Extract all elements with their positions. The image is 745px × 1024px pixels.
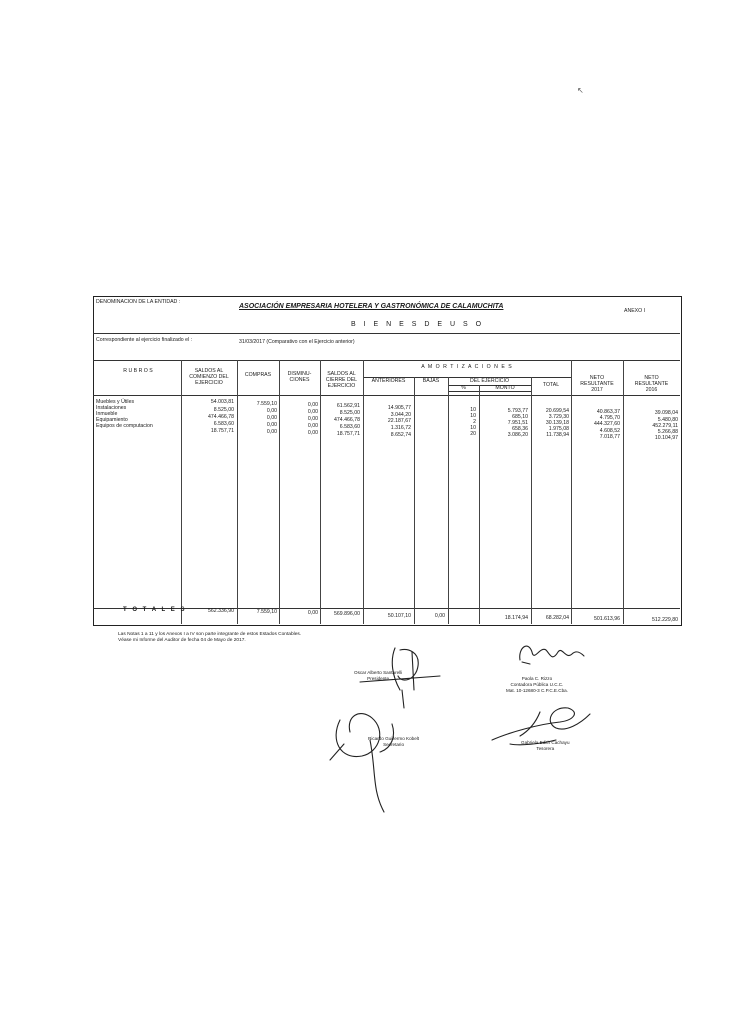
total-compras: 7.559,10 (256, 609, 277, 615)
cell-saldo-cierre: 6.583,60 (339, 424, 360, 430)
signature-block-presidente: Oscar Alberto Santarelli Presidente (354, 670, 403, 681)
cell-saldo-inicio: 18.757,71 (210, 428, 234, 434)
cell-compras: 0,00 (266, 422, 277, 428)
cell-compras: 0,00 (266, 408, 277, 414)
cell-saldo-inicio: 6.583,60 (213, 421, 234, 427)
cell-saldo-inicio: 8.525,00 (213, 407, 234, 413)
cell-total: 3.729,30 (548, 414, 569, 420)
cell-neto-2016: 5.266,88 (657, 429, 678, 435)
cell-monto: 658,36 (512, 426, 528, 432)
cell-total: 30.139,18 (545, 420, 569, 426)
totals-label: T O T A L E S (123, 607, 187, 613)
cell-disminuciones: 0,00 (307, 409, 318, 415)
cell-rubro: Equipos de computacion (96, 423, 153, 429)
header-del-ejercicio: DEL EJERCICIO (469, 378, 509, 384)
cell-neto-2016: 10.104,97 (654, 435, 678, 441)
total-monto: 18.174,94 (504, 615, 528, 621)
header-compras: COMPRAS (244, 372, 272, 378)
header-total: TOTAL (542, 382, 560, 388)
cell-saldo-inicio: 54.003,81 (210, 399, 234, 405)
cell-disminuciones: 0,00 (307, 402, 318, 408)
cell-saldo-cierre: 474.466,78 (334, 417, 360, 423)
entity-label: DENOMINACION DE LA ENTIDAD : (96, 299, 181, 305)
cell-rubro: Equipamiento (96, 417, 128, 423)
header-pct: % (461, 385, 466, 391)
cell-total: 11.738,94 (546, 432, 569, 438)
entity-name: ASOCIACIÓN EMPRESARIA HOTELERA Y GASTRONÓMICA DE CALAMUCHITA (239, 303, 504, 310)
cell-neto-2016: 39.098,04 (654, 410, 678, 416)
cell-pct: 10 (470, 425, 476, 431)
cell-neto-2017: 4.608,52 (599, 428, 620, 434)
cell-monto: 7.951,51 (507, 420, 528, 426)
header-monto: MONTO (495, 385, 515, 391)
total-anteriores: 50.107,10 (387, 613, 411, 619)
cell-anteriores: 1.316,72 (390, 425, 411, 431)
header-neto-2016: NETO RESULTANTE 2016 (634, 375, 669, 393)
period-label: Correspondiente al ejercicio finalizado el : (96, 337, 193, 343)
cell-monto: 5.793,77 (507, 408, 528, 414)
total-neto-2016: 512.229,80 (652, 617, 678, 623)
cell-monto: 3.086,20 (507, 432, 528, 438)
cell-pct: 20 (470, 431, 476, 437)
signature-block-tesorera: Gabriela Edith Cachayu Tesorera (521, 740, 570, 751)
header-saldos-inicio: SALDOS AL COMIENZO DEL EJERCICIO (189, 368, 229, 386)
cell-neto-2017: 7.018,77 (599, 434, 620, 440)
cell-anteriores: 14.905,77 (387, 405, 411, 411)
cell-saldo-cierre: 18.757,71 (336, 431, 360, 437)
total-bajas: 0,00 (434, 613, 445, 619)
cell-disminuciones: 0,00 (307, 416, 318, 422)
cell-disminuciones: 0,00 (307, 423, 318, 429)
stray-mark: ↖ (577, 86, 584, 95)
cell-rubro: Muebles y Útiles (96, 399, 135, 405)
header-rubros: R U B R O S (123, 368, 153, 374)
cell-anteriores: 22.187,67 (387, 418, 411, 424)
signature-contadora-icon (520, 646, 584, 664)
total-saldo-cierre: 569.896,00 (334, 611, 360, 617)
annex-label: ANEXO I (624, 308, 646, 314)
cell-neto-2016: 5.480,80 (657, 417, 678, 423)
header-amortizaciones: A M O R T I Z A C I O N E S (421, 364, 513, 370)
cell-compras: 7.559,10 (256, 401, 277, 407)
cell-pct: 2 (473, 419, 476, 425)
header-neto-2017: NETO RESULTANTE 2017 (580, 375, 614, 393)
document-title: B I E N E S D E U S O (351, 321, 485, 328)
header-saldos-cierre: SALDOS AL CIERRE DEL EJERCICIO (325, 371, 358, 389)
cell-anteriores: 3.044,20 (390, 412, 411, 418)
cell-disminuciones: 0,00 (307, 430, 318, 436)
header-bajas: BAJAS (422, 378, 440, 384)
cell-pct: 10 (470, 407, 476, 413)
signature-secretario-icon (330, 714, 394, 812)
cell-saldo-cierre: 61.562,91 (336, 403, 360, 409)
cell-neto-2016: 452.279,11 (652, 423, 678, 429)
header-disminuciones: DISMINU- CIONES (287, 371, 312, 383)
cell-compras: 0,00 (266, 429, 277, 435)
cell-pct: 10 (470, 413, 476, 419)
cell-rubro: Inmueble (96, 411, 118, 417)
cell-neto-2017: 444.327,60 (594, 421, 620, 427)
period-value: 31/03/2017 (Comparativo con el Ejercicio anterior) (239, 339, 355, 345)
signature-block-secretario: Ricardo Guillermo Kobelt Secretario (368, 736, 420, 747)
footnote-auditor: Véase mi Informe del Auditor de fecha 04 de Mayo de 2017. (118, 637, 246, 643)
total-neto-2017: 501.613,96 (594, 616, 620, 622)
cell-total: 1.975,08 (548, 426, 569, 432)
total-total: 68.282,04 (545, 615, 569, 621)
cell-compras: 0,00 (266, 415, 277, 421)
total-disminuciones: 0,00 (307, 610, 318, 616)
cell-neto-2017: 4.795,70 (599, 415, 620, 421)
header-anteriores: ANTERIORES (371, 378, 406, 384)
cell-neto-2017: 40.863,37 (596, 409, 620, 415)
cell-saldo-inicio: 474.466,78 (208, 414, 234, 420)
cell-monto: 685,10 (512, 414, 528, 420)
signature-block-contadora: Paola C. Rizzo Contadora Pública U.C.C. Mat. 10-12680-3 C.P.C.E.Cba. (506, 676, 568, 693)
footnote-notes: Las Notas 1 a 11 y los Anexos I a IV son parte integrante de estos Estados Contables. (118, 632, 302, 637)
cell-total: 20.699,54 (545, 408, 569, 414)
cell-rubro: Instalaciones (96, 405, 127, 411)
total-saldo-inicio: 562.336,90 (208, 608, 234, 614)
cell-saldo-cierre: 8.525,00 (339, 410, 360, 416)
cell-anteriores: 8.652,74 (390, 432, 411, 438)
